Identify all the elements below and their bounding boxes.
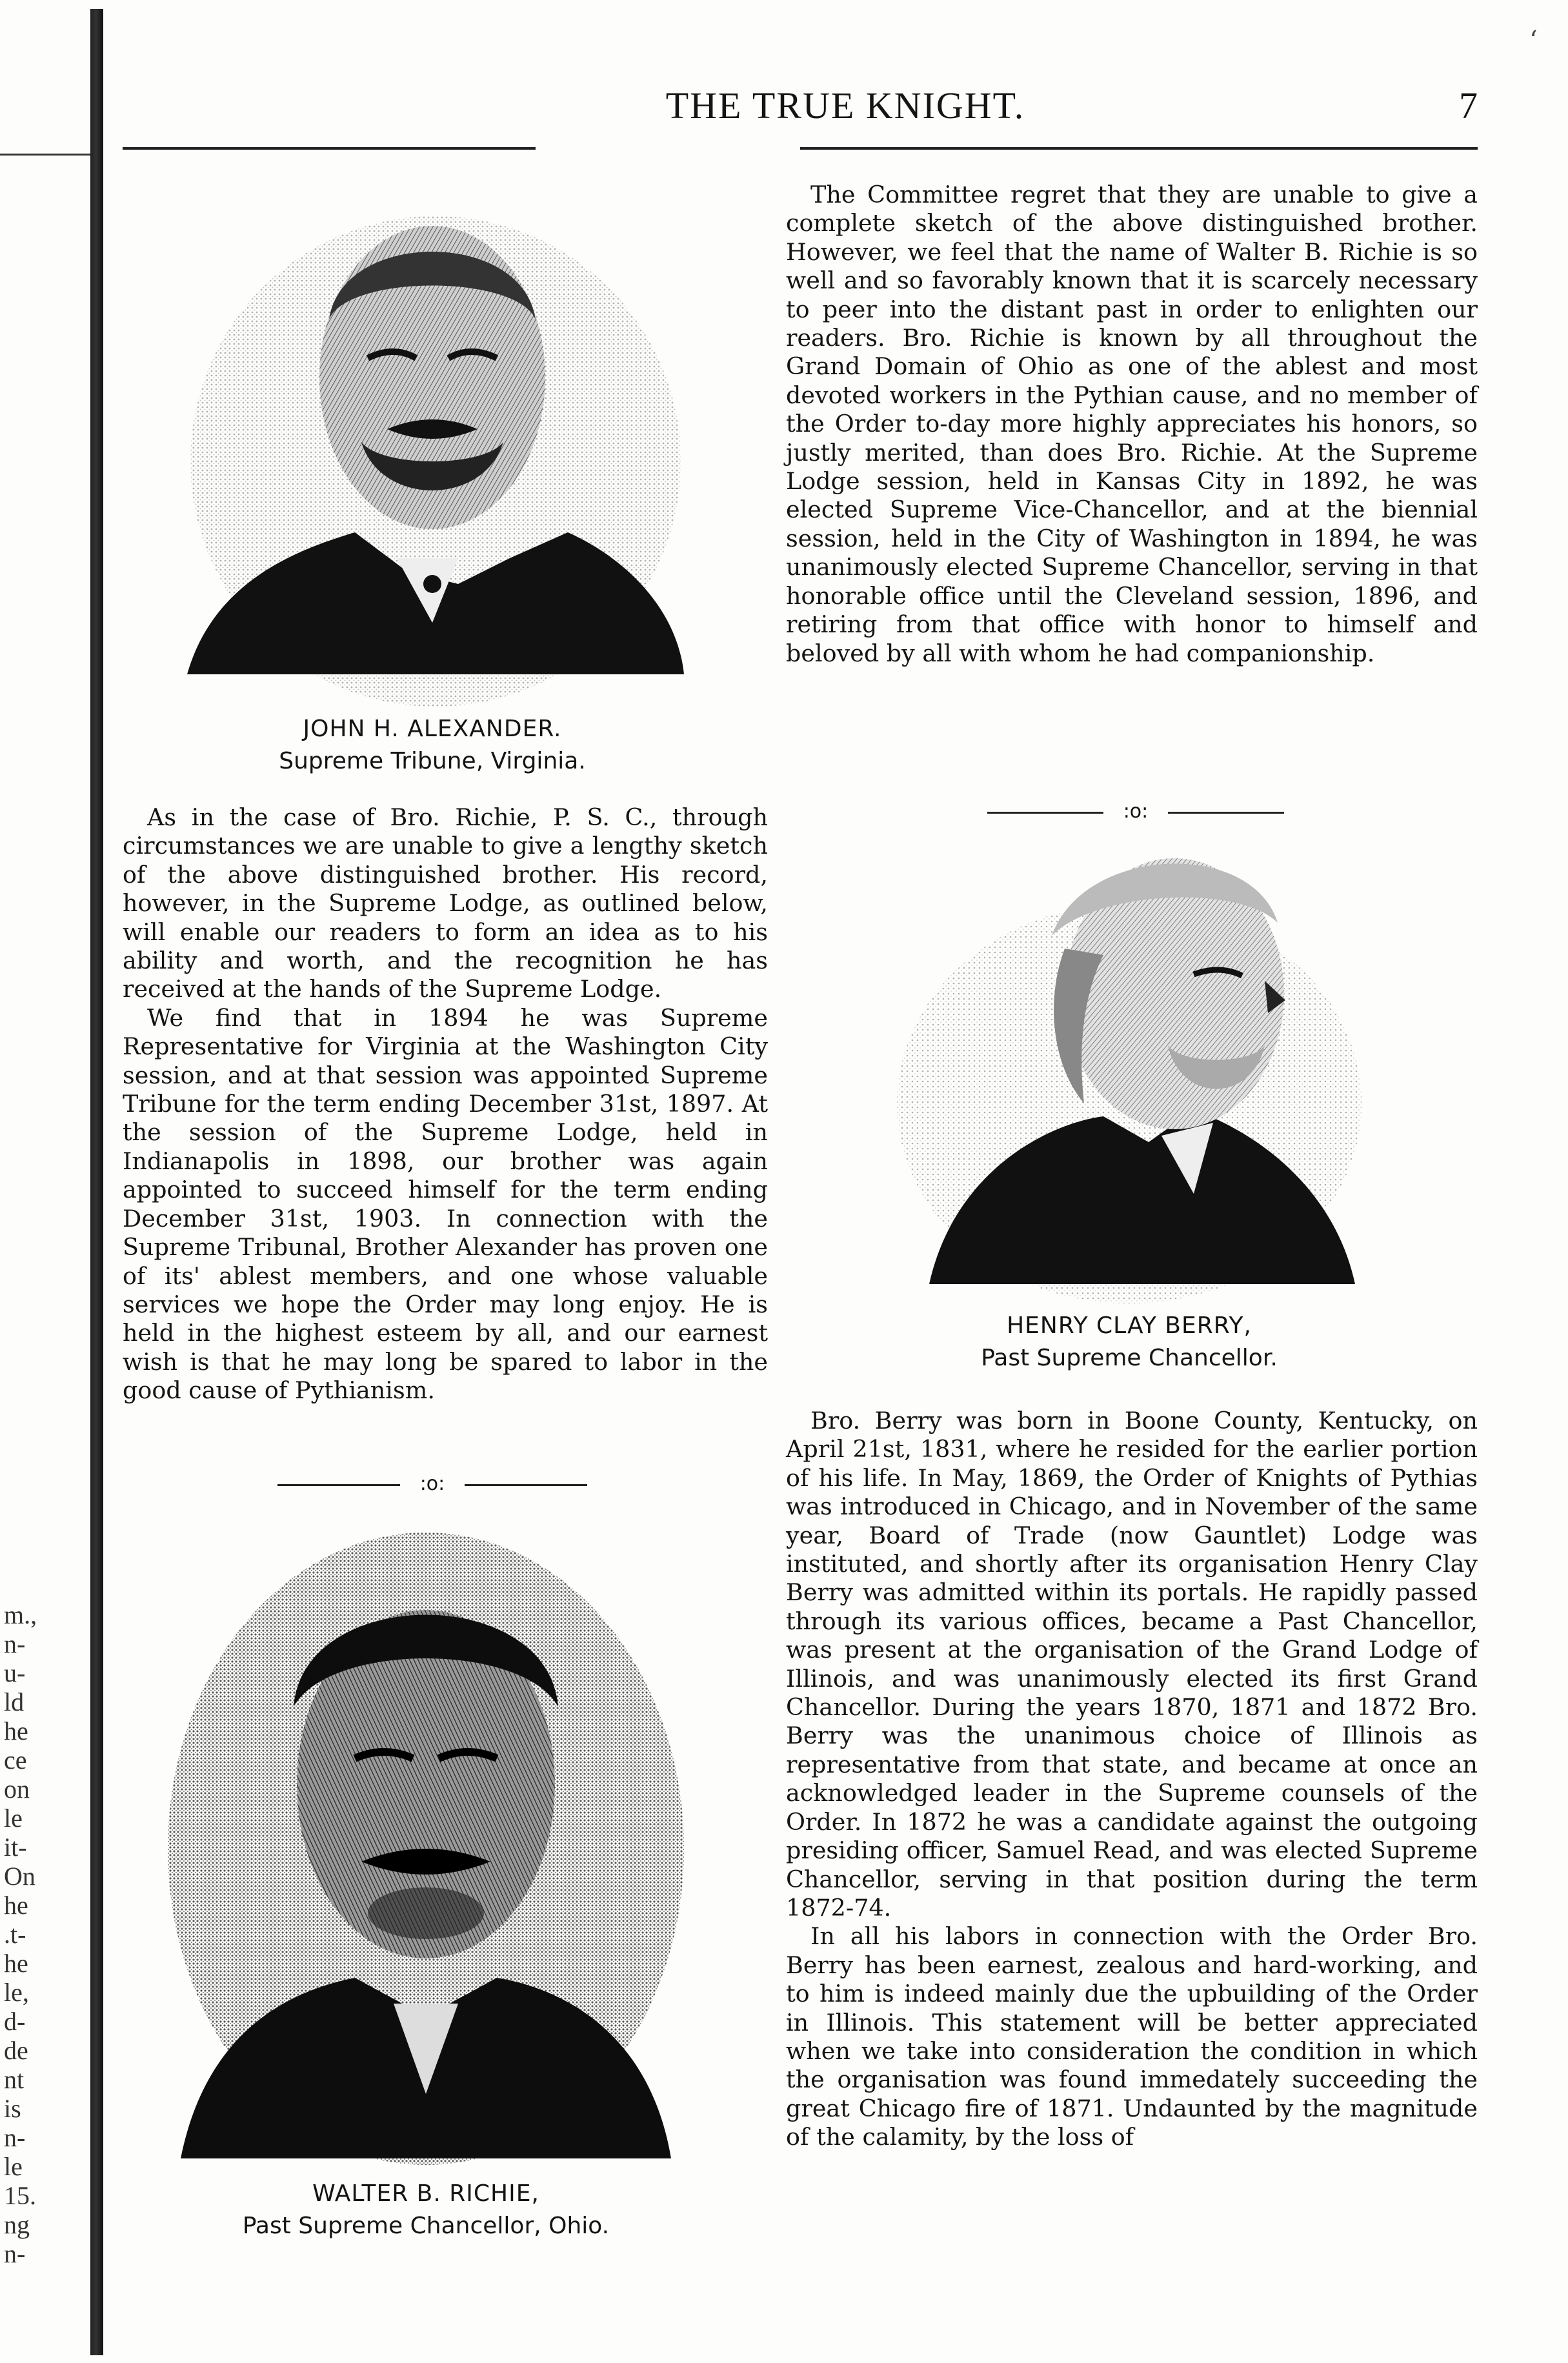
fragment: he bbox=[4, 1949, 28, 1978]
fragment: .t- bbox=[4, 1920, 26, 1949]
adjacent-page-fragments bbox=[4, 1600, 81, 2268]
fragment: ce bbox=[4, 1745, 27, 1775]
fragment: is bbox=[4, 2094, 21, 2123]
fragment: de bbox=[4, 2036, 28, 2065]
separator-mark: :o: bbox=[419, 1473, 445, 1495]
section-separator-right bbox=[987, 800, 1284, 826]
scan-speck: ‘ bbox=[1529, 26, 1538, 55]
fragment: le bbox=[4, 2152, 23, 2181]
fragment: ng bbox=[4, 2210, 30, 2239]
fragment: nt bbox=[4, 2065, 25, 2094]
caption-richie-name: WALTER B. RICHIE, bbox=[312, 2180, 539, 2207]
fragment: d- bbox=[4, 2007, 26, 2036]
fragment: n- bbox=[4, 1629, 26, 1658]
alexander-article bbox=[123, 803, 768, 1405]
separator-dash bbox=[465, 1484, 587, 1486]
section-separator-left bbox=[277, 1473, 587, 1498]
fragment: n- bbox=[4, 2239, 26, 2268]
portrait-richie bbox=[161, 1513, 690, 2171]
portrait-alexander bbox=[174, 171, 690, 707]
fragment: he bbox=[4, 1891, 28, 1920]
richie-article bbox=[786, 181, 1478, 668]
fragment: le, bbox=[4, 1978, 29, 2007]
berry-paragraph-1: Bro. Berry was born in Boone County, Kentucky, on April 21st, 1831, where he resided for the earlier portion of his life. In May, 1869, the Order of Knights of Pythias was introduced in Chicago, and in November of the same year, Board of Trade (now Gauntlet) Lodge was instituted, and shortly after its organisation Henry Clay Berry was admitted within its portals. He rapidly passed through its various offices, became a Past Chancellor, was present at the organisation of the Grand Lodge of Illinois, and was unanimously elected its first Grand Chancellor. During the years 1870, 1871 and 1872 Bro. Berry was the unanimous choice of Illinois as representative from that state, and became at once an acknowledged leader in the Supreme counsels of the Order. In 1872 he was a candidate against the outgoing presiding officer, Samuel Read, and was elected Supreme Chancellor, serving in that position during the term 1872-74. bbox=[786, 1407, 1478, 1922]
fragment: ld bbox=[4, 1687, 25, 1716]
fragment: m., bbox=[4, 1600, 37, 1629]
running-head bbox=[103, 84, 1478, 142]
binding-edge bbox=[90, 9, 103, 2355]
separator-dash bbox=[1168, 812, 1284, 814]
richie-paragraph: The Committee regret that they are unable to give a complete sketch of the above distinguished brother. However, we feel that the name of Walter B. Richie is so well and so favorably known that it is scarcely necessary to peer into the distant past in order to enlighten our readers. Bro. Richie is known by all throughout the Grand Domain of Ohio as one of the ablest and most devoted workers in the Pythian cause, and no member of the Order to-day more highly appreciates his honors, so justly merited, than does Bro. Richie. At the Supreme Lodge session, held in Kansas City in 1892, he was elected Supreme Vice-Chancellor, and at the biennial session, held in the City of Washington in 1894, he was unanimously elected Supreme Chancellor, serving in that honorable office until the Cleveland session, 1896, and retiring from that office with honor to himself and beloved by all with whom he had companionship. bbox=[786, 181, 1478, 667]
fragment: On bbox=[4, 1862, 35, 1891]
fragment: it- bbox=[4, 1833, 27, 1862]
berry-paragraph-2: In all his labors in connection with the Order Bro. Berry has been earnest, zealous and hard-working, and to him is indeed mainly due the upbuilding of the Order in Illinois. This statement will be better appreciated when we take into consideration the condition in which the organisation was found immedately succeeding the great Chicago fire of 1871. Undaunted by the magnitude of the calamity, by the loss of bbox=[786, 1922, 1478, 2151]
page-title: THE TRUE KNIGHT. bbox=[665, 85, 1025, 126]
fragment: le bbox=[4, 1804, 23, 1833]
adjacent-page-rule bbox=[0, 154, 90, 156]
caption-alexander-title: Supreme Tribune, Virginia. bbox=[279, 748, 586, 774]
caption-berry bbox=[890, 1310, 1368, 1374]
caption-alexander-name: JOHN H. ALEXANDER. bbox=[303, 716, 562, 742]
fragment: he bbox=[4, 1716, 28, 1745]
caption-richie-title: Past Supreme Chancellor, Ohio. bbox=[242, 2213, 610, 2239]
portrait-berry bbox=[890, 832, 1368, 1303]
header-rule-left bbox=[123, 147, 536, 150]
fragment: 15. bbox=[4, 2181, 36, 2210]
fragment: n- bbox=[4, 2123, 26, 2152]
header-rule-right bbox=[800, 147, 1478, 150]
caption-alexander bbox=[174, 713, 690, 778]
separator-mark: :o: bbox=[1123, 800, 1149, 823]
page-number: 7 bbox=[1459, 85, 1478, 126]
alexander-paragraph-1: As in the case of Bro. Richie, P. S. C., through circumstances we are unable to give a lengthy sketch of the above distinguished brother. His record, however, in the Supreme Lodge, as outlined below, will enable our readers to form an idea as to his ability and worth, and the recognition he has received at the hands of the Supreme Lodge. bbox=[123, 803, 768, 1003]
alexander-paragraph-2: We find that in 1894 he was Supreme Representative for Virginia at the Washington City session, and at that session was appointed Supreme Tribune for the term ending December 31st, 1897. At the session of the Supreme Lodge, held in Indianapolis in 1898, our brother was again appointed to succeed himself for the term ending December 31st, 1903. In connection with the Supreme Tribunal, Brother Alexander has proven one of its' ablest members, and one whose valuable services we hope the Order may long enjoy. He is held in the highest esteem by all, and our earnest wish is that he may long be spared to labor in the good cause of Pythianism. bbox=[123, 1003, 768, 1405]
caption-berry-title: Past Supreme Chancellor. bbox=[981, 1345, 1278, 1371]
fragment: u- bbox=[4, 1658, 26, 1687]
caption-berry-name: HENRY CLAY BERRY, bbox=[1007, 1312, 1252, 1339]
fragment: on bbox=[4, 1775, 30, 1804]
caption-richie bbox=[161, 2178, 690, 2242]
berry-article bbox=[786, 1407, 1478, 2152]
